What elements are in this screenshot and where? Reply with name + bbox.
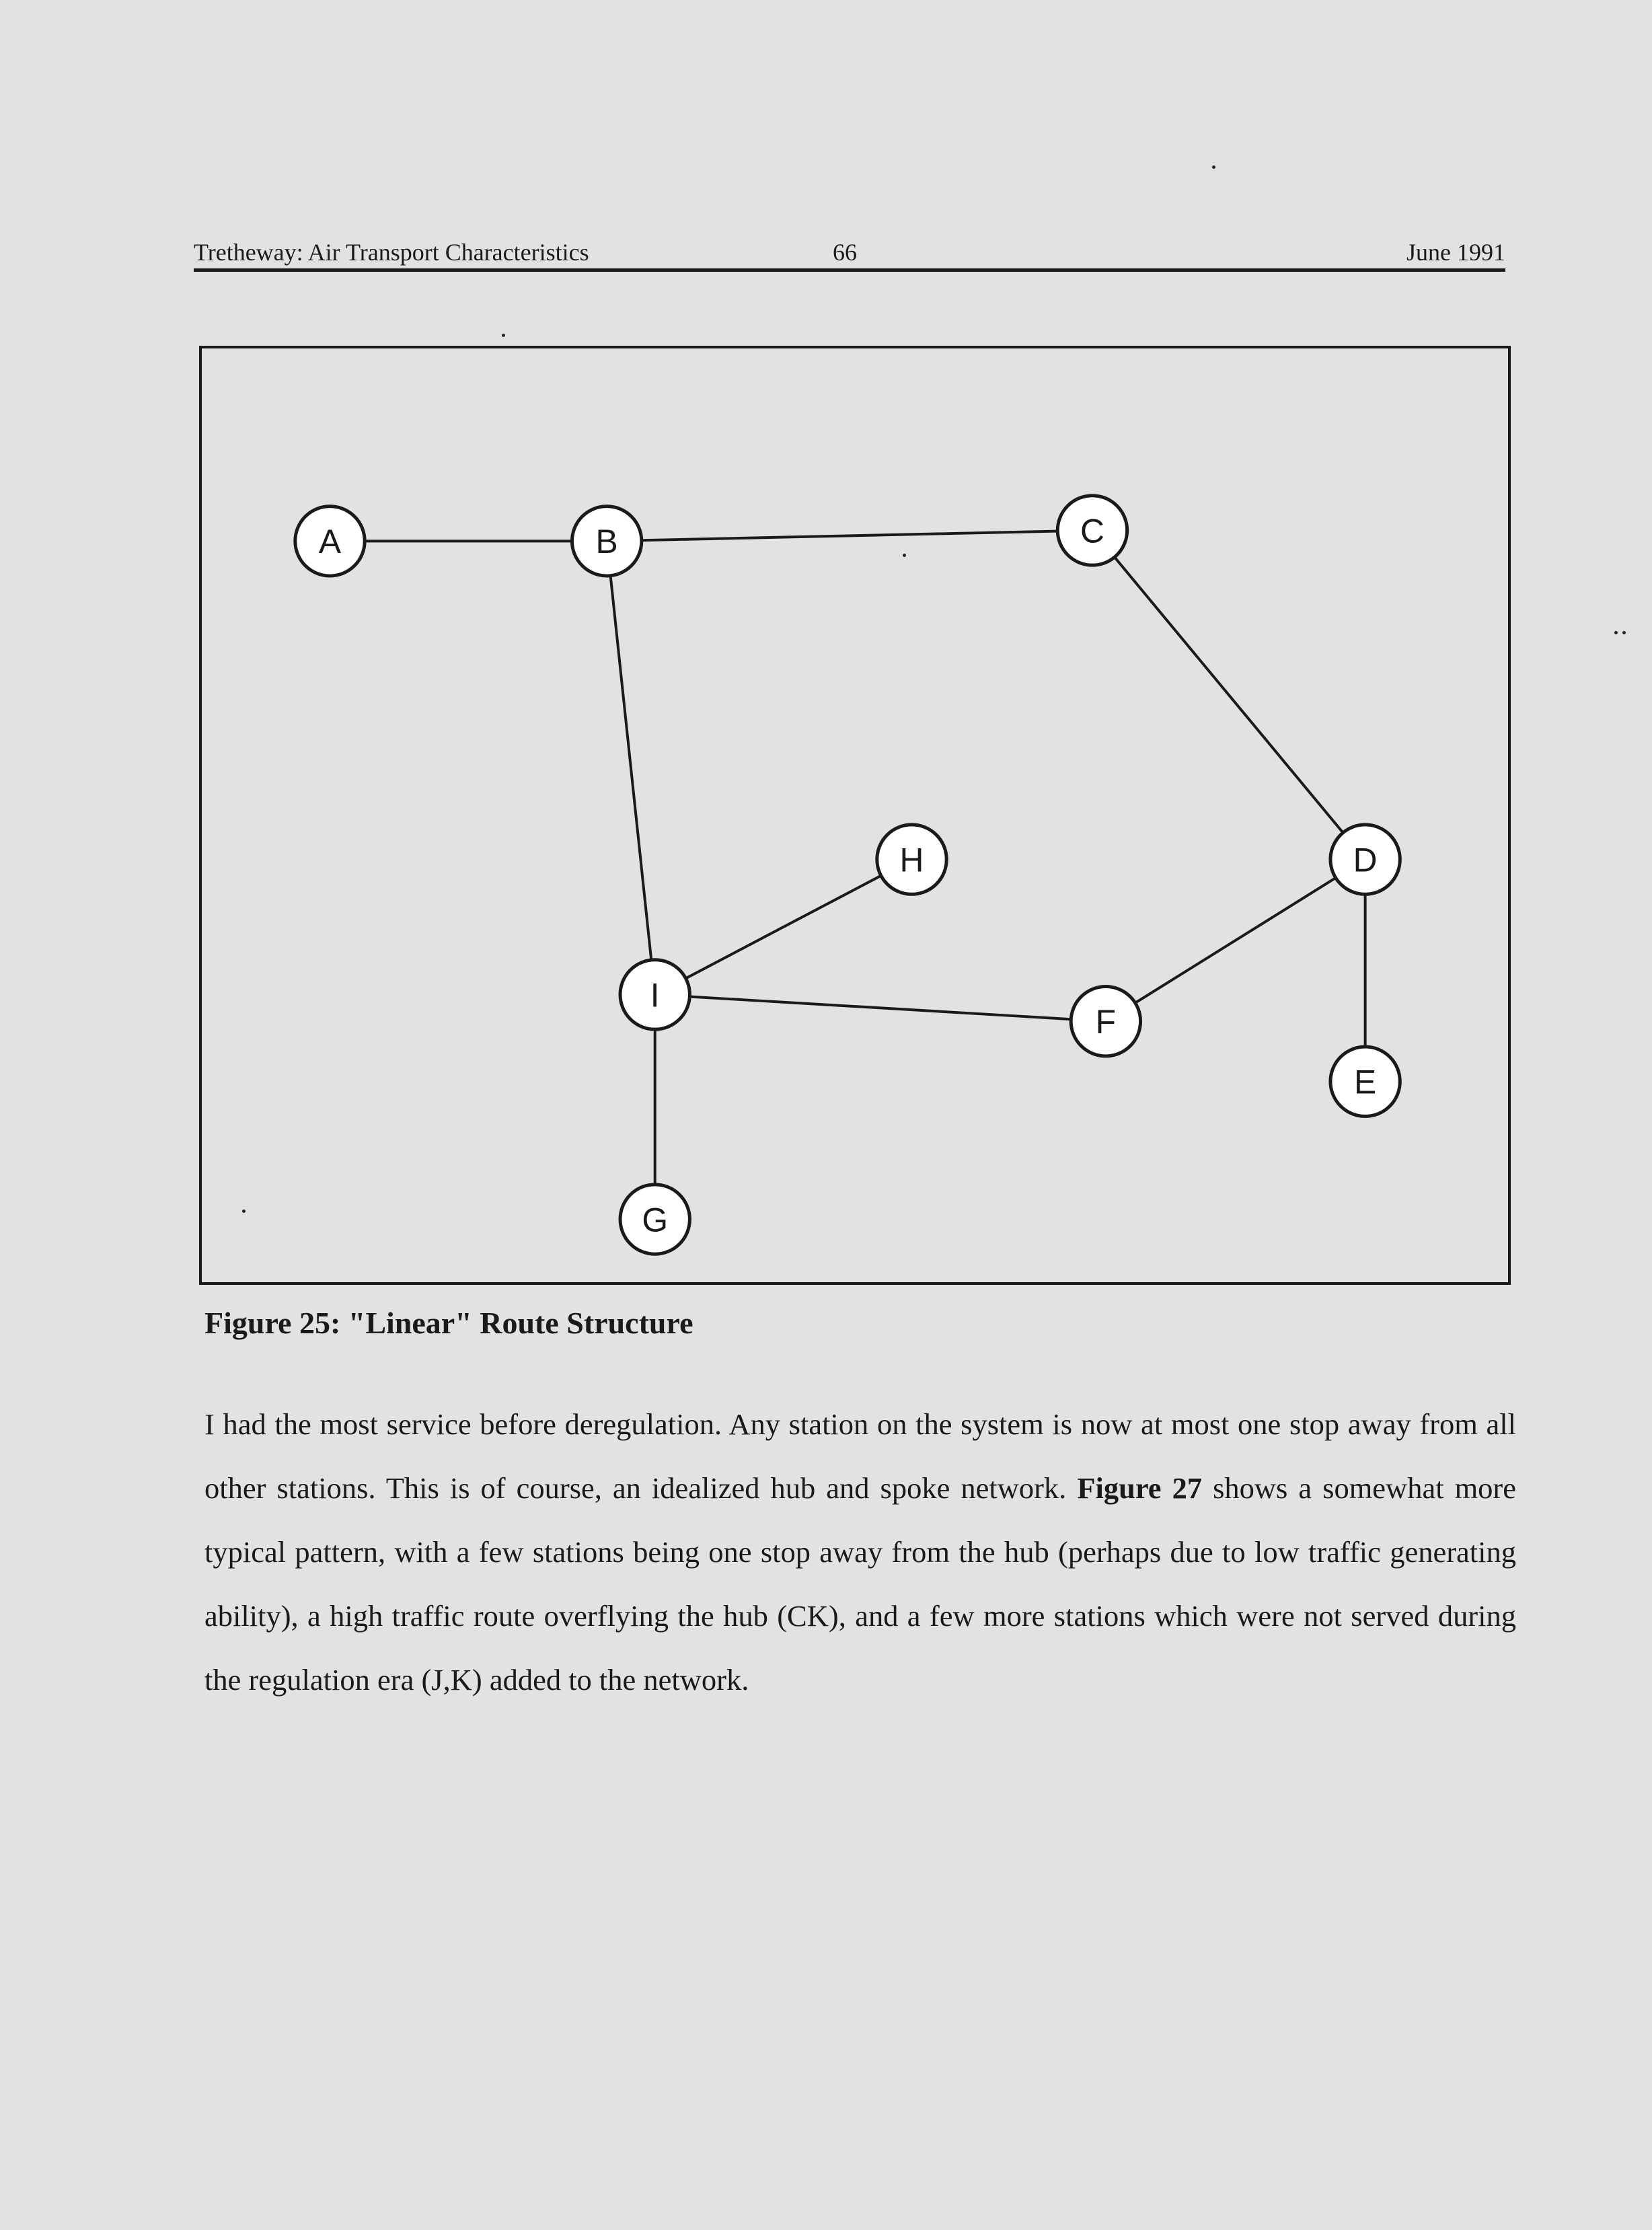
route-edge-i-h: [655, 860, 912, 995]
body-text-part-1: I had the most service before deregulation. Any station on the system is now at most one stop away from all other stations. This is of course, an idealized hub and spoke network.: [204, 1407, 1516, 1505]
header-date: June 1991: [1406, 239, 1505, 266]
station-label: A: [318, 523, 342, 561]
scan-speck: [903, 554, 906, 557]
route-edges: [330, 530, 1365, 1219]
figure-27-reference: Figure 27: [1077, 1471, 1203, 1505]
scan-speck: [1614, 631, 1618, 634]
figure-25-frame: [199, 346, 1511, 1285]
body-paragraph: [204, 1392, 1516, 1712]
station-label: E: [1354, 1063, 1377, 1101]
station-node-h: [877, 825, 946, 894]
station-label: I: [650, 976, 660, 1014]
station-label: F: [1095, 1003, 1117, 1041]
page-number: 66: [833, 239, 857, 266]
station-node-g: [620, 1185, 689, 1254]
scan-speck: [1622, 631, 1626, 634]
station-node-d: [1330, 825, 1400, 894]
station-node-i: [620, 960, 689, 1029]
scan-speck: [1212, 165, 1215, 169]
route-edge-d-f: [1106, 860, 1365, 1022]
station-label: G: [642, 1201, 669, 1239]
body-text-part-2: shows a somewhat more typical pattern, with a few stations being one stop away from the hub (perhaps due to low traffic generating ability), a high traffic route overflying the hub (CK), and a few more stations which were not served during the regulation era (J,K) added to the network.: [204, 1471, 1516, 1697]
station-label: D: [1353, 841, 1378, 879]
scan-speck: [502, 334, 505, 337]
station-label: C: [1080, 512, 1104, 550]
station-node-e: [1330, 1047, 1400, 1116]
running-title: Tretheway: Air Transport Characteristics: [194, 239, 589, 266]
station-node-f: [1071, 987, 1140, 1056]
route-edge-b-c: [607, 530, 1092, 541]
figure-caption: Figure 25: "Linear" Route Structure: [204, 1306, 693, 1340]
route-edge-b-i: [607, 541, 655, 994]
station-node-b: [572, 507, 641, 576]
route-edge-c-d: [1092, 530, 1365, 859]
station-node-a: [295, 507, 365, 576]
station-label: B: [595, 523, 618, 561]
route-edge-f-i: [655, 994, 1106, 1021]
station-nodes: [295, 496, 1400, 1255]
route-structure-diagram: [202, 348, 1508, 1282]
scan-speck: [242, 1210, 246, 1213]
running-header: [194, 233, 1505, 273]
station-label: H: [899, 841, 924, 879]
header-rule: [194, 268, 1505, 272]
station-node-c: [1057, 496, 1127, 565]
